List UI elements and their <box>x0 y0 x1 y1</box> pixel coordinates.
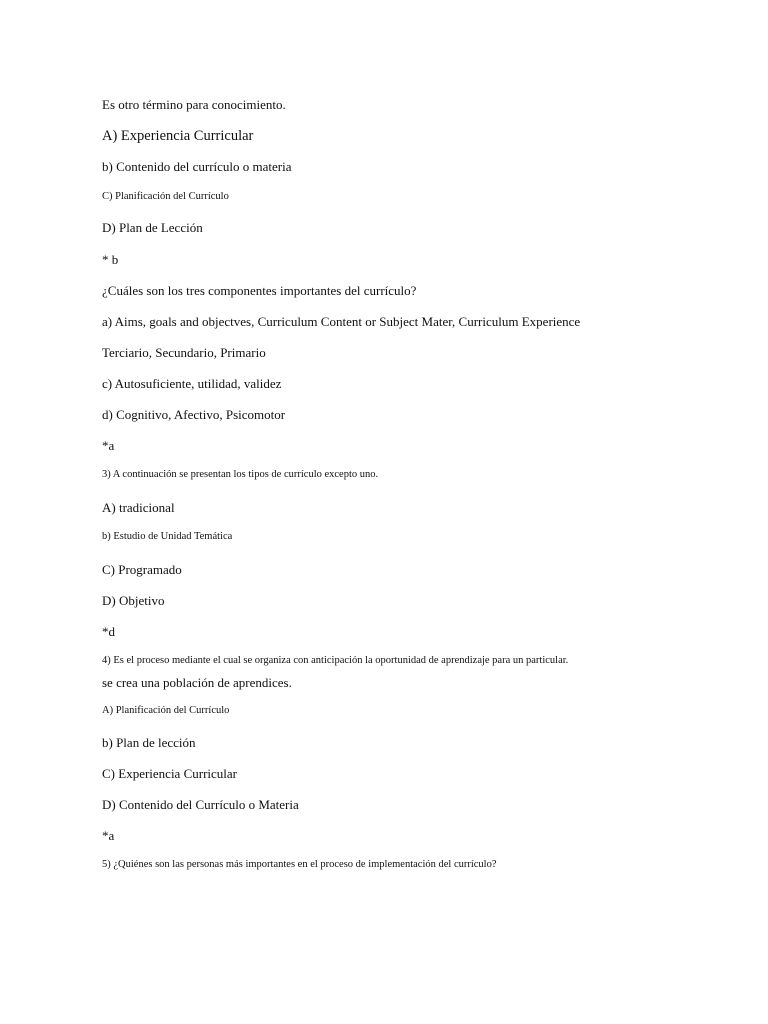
question-1-option-c: C) Planificación del Currículo <box>102 191 229 202</box>
question-3-option-c: C) Programado <box>102 562 182 577</box>
question-3-text: 3) A continuación se presentan los tipos de currículo excepto uno. <box>102 469 379 480</box>
question-4-option-b: b) Plan de lección <box>102 735 196 750</box>
question-4-text: 4) Es el proceso mediante el cual se organiza con anticipación la oportunidad de aprendizaje para un particular. <box>102 655 569 666</box>
question-4-text-cont: se crea una población de aprendices. <box>102 675 292 690</box>
question-3-answer: *d <box>102 624 115 639</box>
question-5-text: 5) ¿Quiénes son las personas más importantes en el proceso de implementación del currículo? <box>102 859 497 870</box>
question-3-option-d: D) Objetivo <box>102 593 165 608</box>
question-4-option-d: D) Contenido del Currículo o Materia <box>102 797 299 812</box>
question-2-option-a: a) Aims, goals and objectves, Curriculum Content or Subject Mater, Curriculum Experience <box>102 314 581 329</box>
question-1-option-b: b) Contenido del currículo o materia <box>102 159 292 174</box>
question-1-option-a: A) Experiencia Curricular <box>102 128 254 144</box>
question-4-option-a: A) Planificación del Currículo <box>102 705 230 716</box>
question-4-answer: *a <box>102 828 115 843</box>
question-2-option-d: d) Cognitivo, Afectivo, Psicomotor <box>102 407 286 422</box>
question-2-text: ¿Cuáles son los tres componentes importantes del currículo? <box>102 283 417 298</box>
question-1-answer: * b <box>102 252 119 267</box>
question-1-option-d: D) Plan de Lección <box>102 220 203 235</box>
question-2-option-c: c) Autosuficiente, utilidad, validez <box>102 376 282 391</box>
question-1-text: Es otro término para conocimiento. <box>102 97 286 112</box>
question-3-option-a: A) tradicional <box>102 500 175 515</box>
question-4-option-c: C) Experiencia Curricular <box>102 766 237 781</box>
question-3-option-b: b) Estudio de Unidad Temática <box>102 531 233 542</box>
question-2-option-b: Terciario, Secundario, Primario <box>102 345 266 360</box>
question-2-answer: *a <box>102 438 115 453</box>
